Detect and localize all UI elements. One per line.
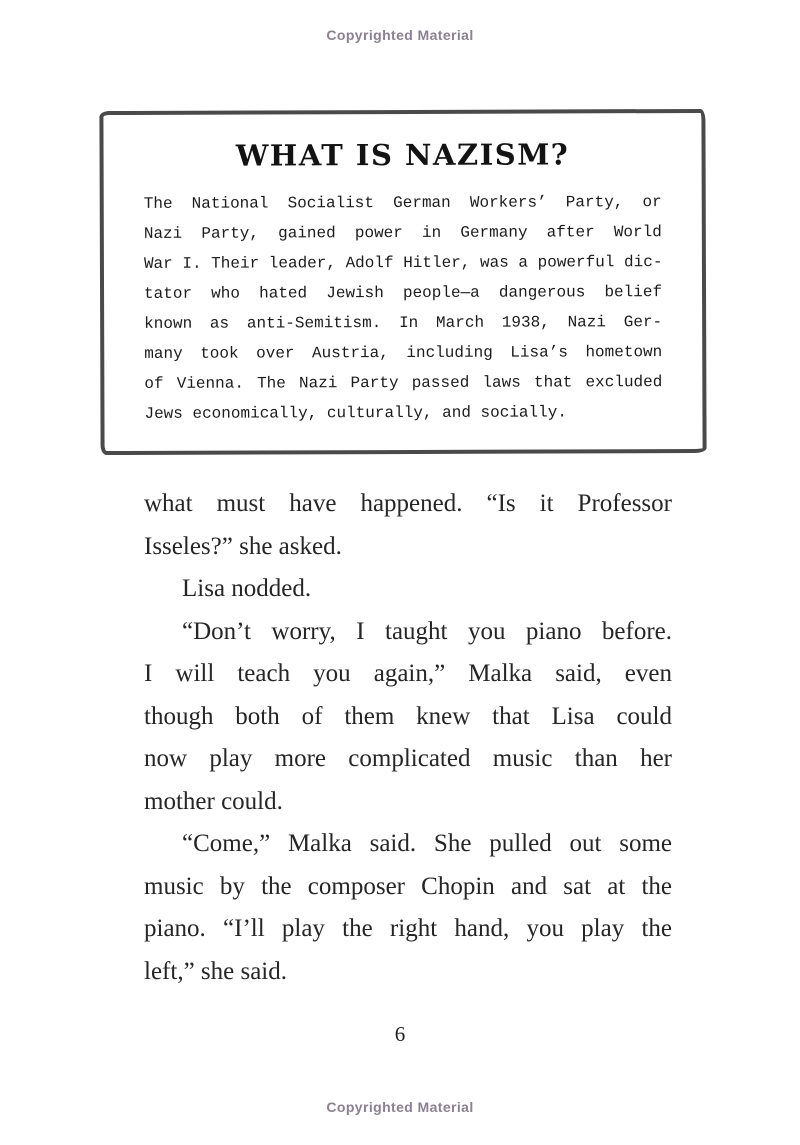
infobox-line: The National Socialist German Workers’ Party, or (143, 193, 662, 213)
infobox-line: known as anti-Semitism. In March 1938, Nazi Ger- (144, 313, 663, 333)
body-line: “Come,” Malka said. She pulled out some (182, 830, 672, 857)
body-line: music by the composer Chopin and sat at the (144, 872, 672, 900)
infobox-body (144, 187, 663, 429)
body-line: now play more complicated music than her (144, 745, 672, 772)
body-line: left,” she said. (144, 957, 288, 985)
infobox-line: War I. Their leader, Adolf Hitler, was a powerful dic- (143, 253, 663, 273)
body-line: Lisa nodded. (182, 575, 312, 602)
copyright-notice-bottom: Copyrighted Material (326, 1099, 474, 1115)
body-text (144, 483, 672, 993)
copyright-notice-top: Copyrighted Material (326, 27, 474, 43)
page-number: 6 (394, 1022, 406, 1046)
infobox-what-is-nazism (99, 109, 706, 455)
infobox-line: many took over Austria, including Lisa’s hometown (144, 343, 663, 363)
body-line: I will teach you again,” Malka said, even (144, 660, 672, 687)
body-line: mother could. (144, 787, 283, 815)
infobox-line: Jews economically, culturally, and socially. (144, 403, 567, 423)
body-line: “Don’t worry, I taught you piano before. (182, 617, 672, 645)
body-line: piano. “I’ll play the right hand, you play the (144, 915, 672, 942)
infobox-line: tator who hated Jewish people—a dangerous belief (144, 283, 663, 303)
body-line: though both of them knew that Lisa could (144, 702, 672, 730)
infobox-line: Nazi Party, gained power in Germany after World (143, 223, 662, 243)
infobox-line: of Vienna. The Nazi Party passed laws that excluded (144, 373, 663, 393)
body-line: Isseles?” she asked. (144, 532, 342, 560)
body-line: what must have happened. “Is it Professor (144, 490, 672, 517)
infobox-title: WHAT IS NAZISM? (235, 137, 570, 173)
